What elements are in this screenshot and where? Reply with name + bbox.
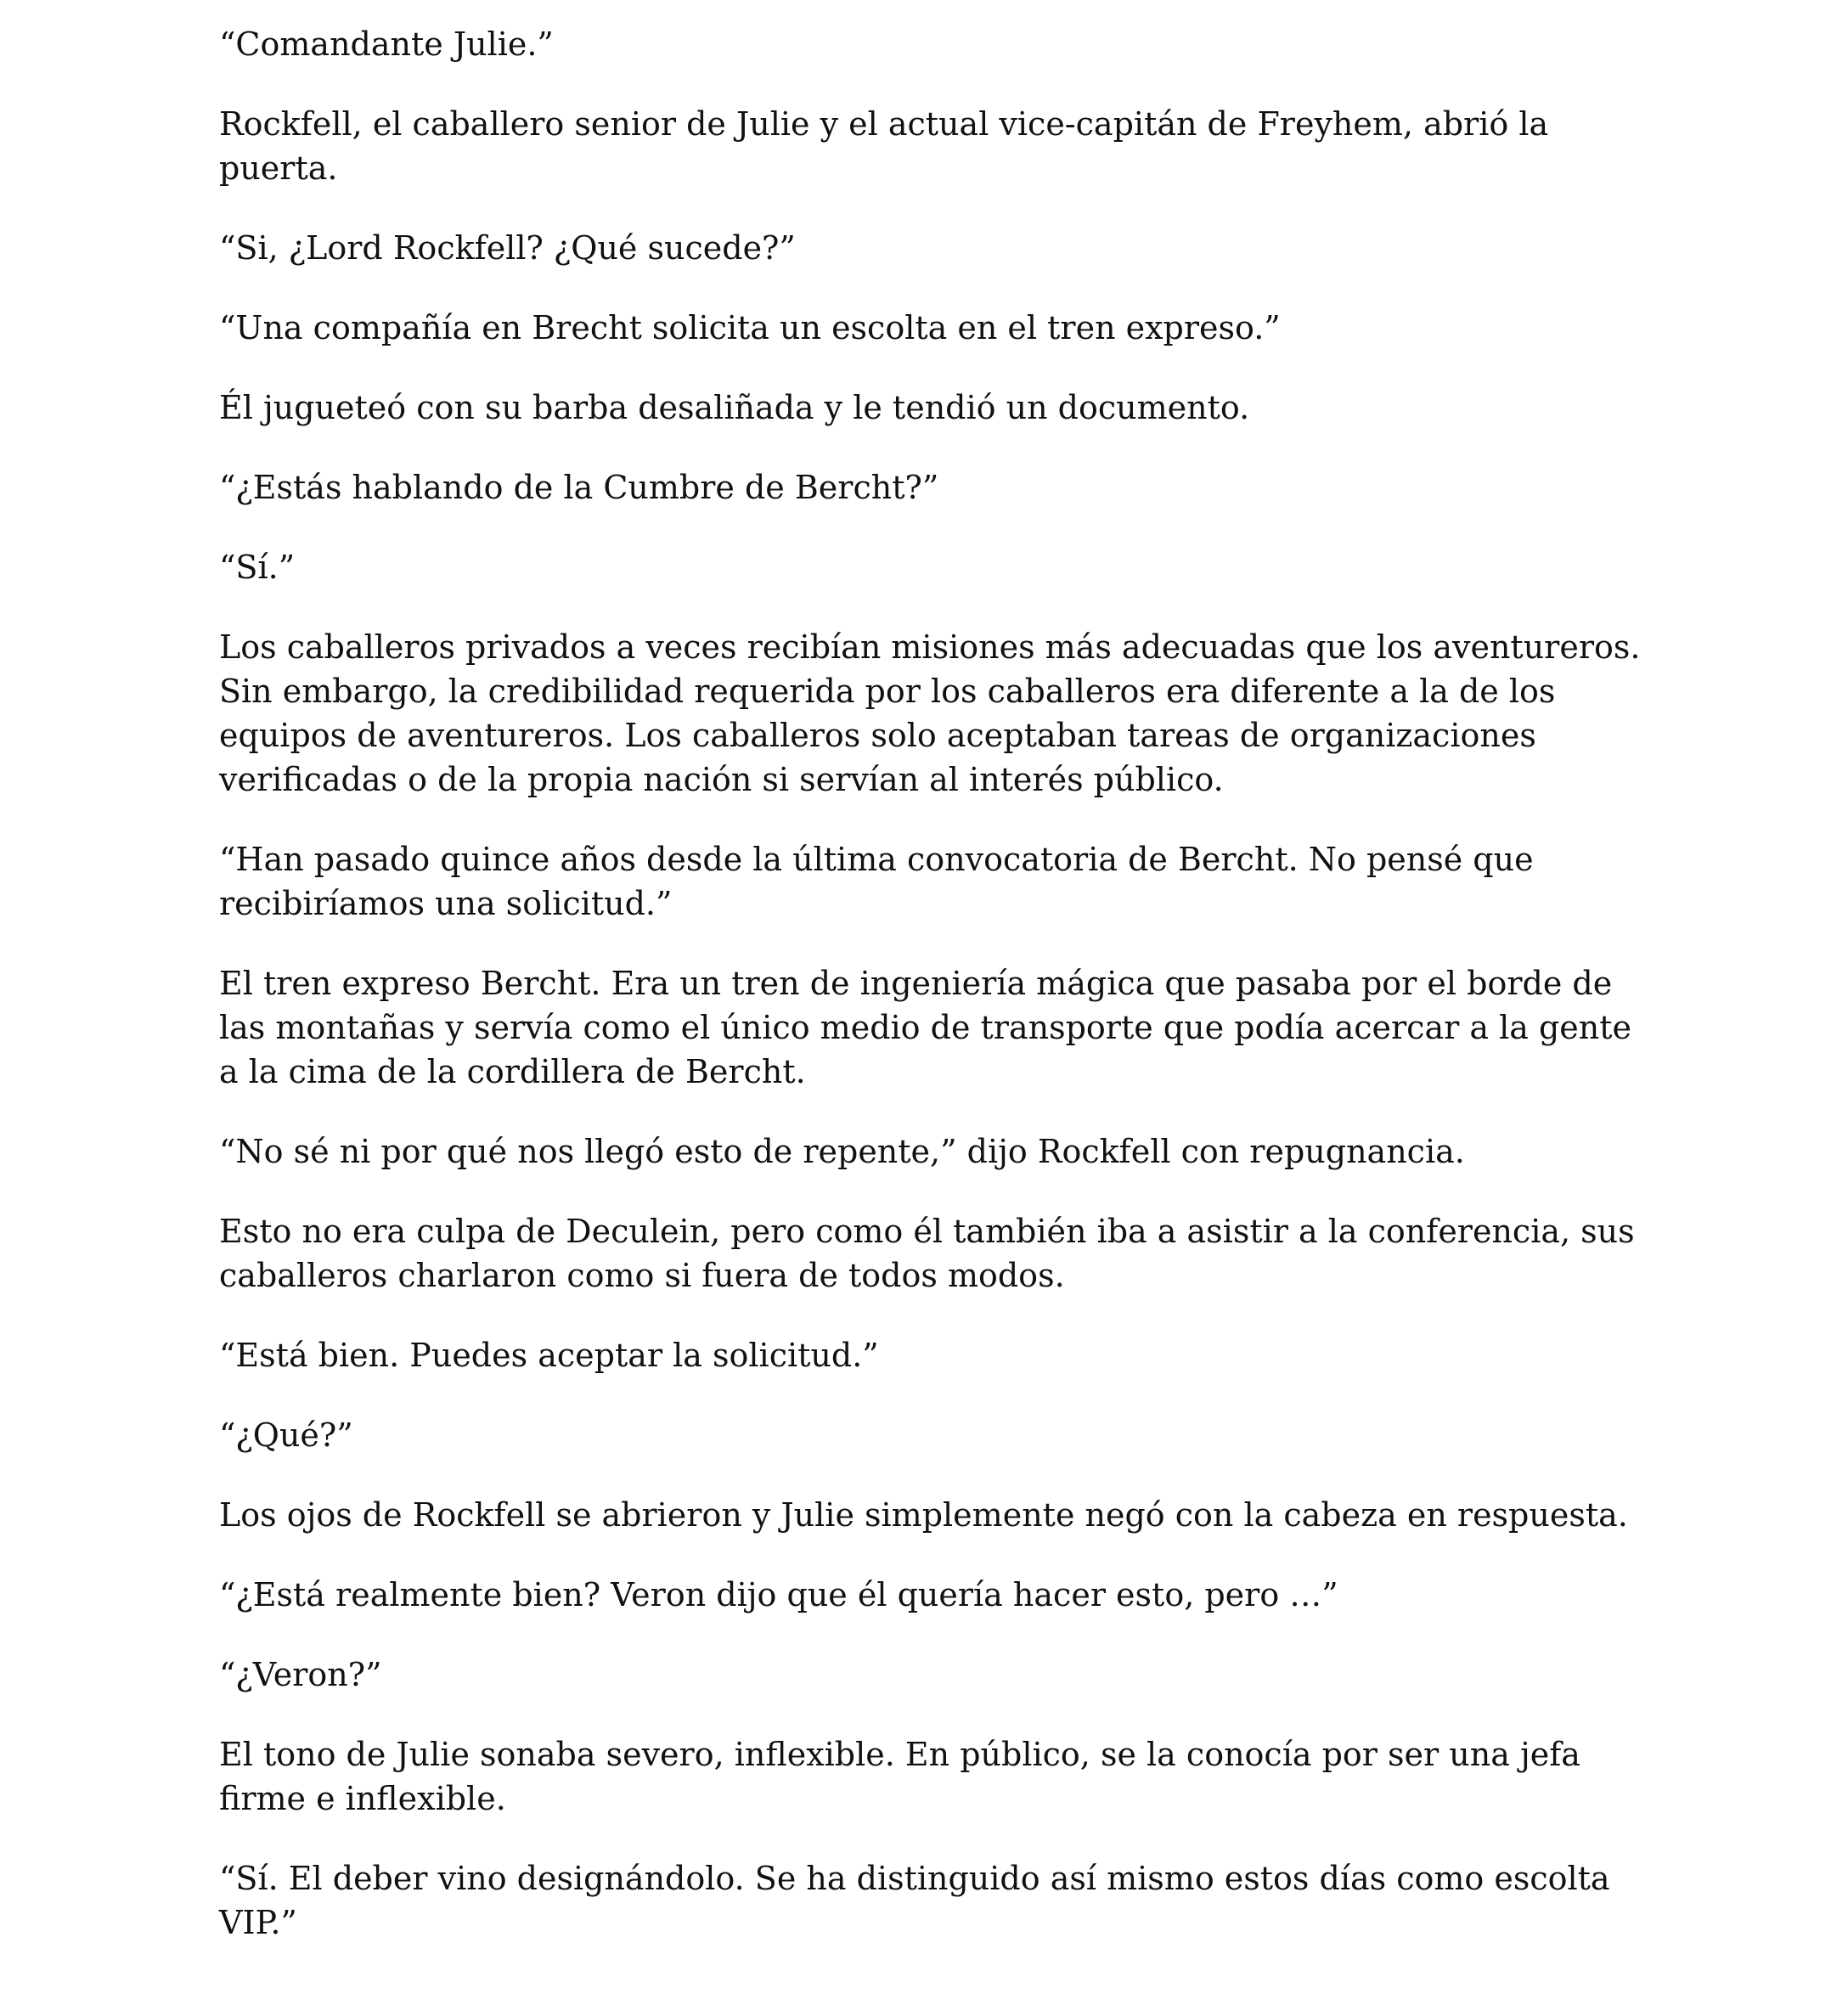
document-page xyxy=(219,22,1646,1980)
paragraph-12: Esto no era culpa de Deculein, pero como él también iba a asistir a la conferencia, sus caballeros charlaron como si fuera de todos modos. xyxy=(219,1213,1635,1294)
paragraph-1: “Comandante Julie.” xyxy=(219,25,554,63)
paragraph-19: “Sí. El deber vino designándolo. Se ha distinguido así mismo estos días como escolta VIP.” xyxy=(219,1860,1610,1941)
paragraph-9: “Han pasado quince años desde la última convocatoria de Bercht. No pensé que recibiríamos una solicitud.” xyxy=(219,841,1534,922)
paragraph-17: “¿Veron?” xyxy=(219,1656,382,1693)
paragraph-11: “No sé ni por qué nos llegó esto de repente,” dijo Rockfell con repugnancia. xyxy=(219,1133,1465,1170)
paragraph-4: “Una compañía en Brecht solicita un escolta en el tren expreso.” xyxy=(219,309,1281,346)
paragraph-8: Los caballeros privados a veces recibían misiones más adecuadas que los aventureros. Sin embargo, la credibilidad requerida por los caballeros era diferente a la de los equipos de aventureros. Los caballeros solo aceptaban tareas de organizaciones verificadas o de la propia nación si servían al interés público. xyxy=(219,628,1641,798)
paragraph-2: Rockfell, el caballero senior de Julie y el actual vice-capitán de Freyhem, abrió la puerta. xyxy=(219,105,1549,187)
paragraph-6: “¿Estás hablando de la Cumbre de Bercht?” xyxy=(219,469,939,506)
paragraph-18: El tono de Julie sonaba severo, inflexible. En público, se la conocía por ser una jefa firme e inflexible. xyxy=(219,1736,1580,1817)
paragraph-10: El tren expreso Bercht. Era un tren de ingeniería mágica que pasaba por el borde de las montañas y servía como el único medio de transporte que podía acercar a la gente a la cima de la cordillera de Bercht. xyxy=(219,965,1632,1090)
paragraph-14: “¿Qué?” xyxy=(219,1416,353,1454)
paragraph-13: “Está bien. Puedes aceptar la solicitud.” xyxy=(219,1337,879,1374)
paragraph-7: “Sí.” xyxy=(219,549,296,586)
paragraph-3: “Si, ¿Lord Rockfell? ¿Qué sucede?” xyxy=(219,229,796,267)
paragraph-15: Los ojos de Rockfell se abrieron y Julie simplemente negó con la cabeza en respuesta. xyxy=(219,1496,1628,1534)
paragraph-16: “¿Está realmente bien? Veron dijo que él quería hacer esto, pero …” xyxy=(219,1576,1338,1613)
paragraph-5: Él jugueteó con su barba desaliñada y le tendió un documento. xyxy=(219,389,1250,426)
